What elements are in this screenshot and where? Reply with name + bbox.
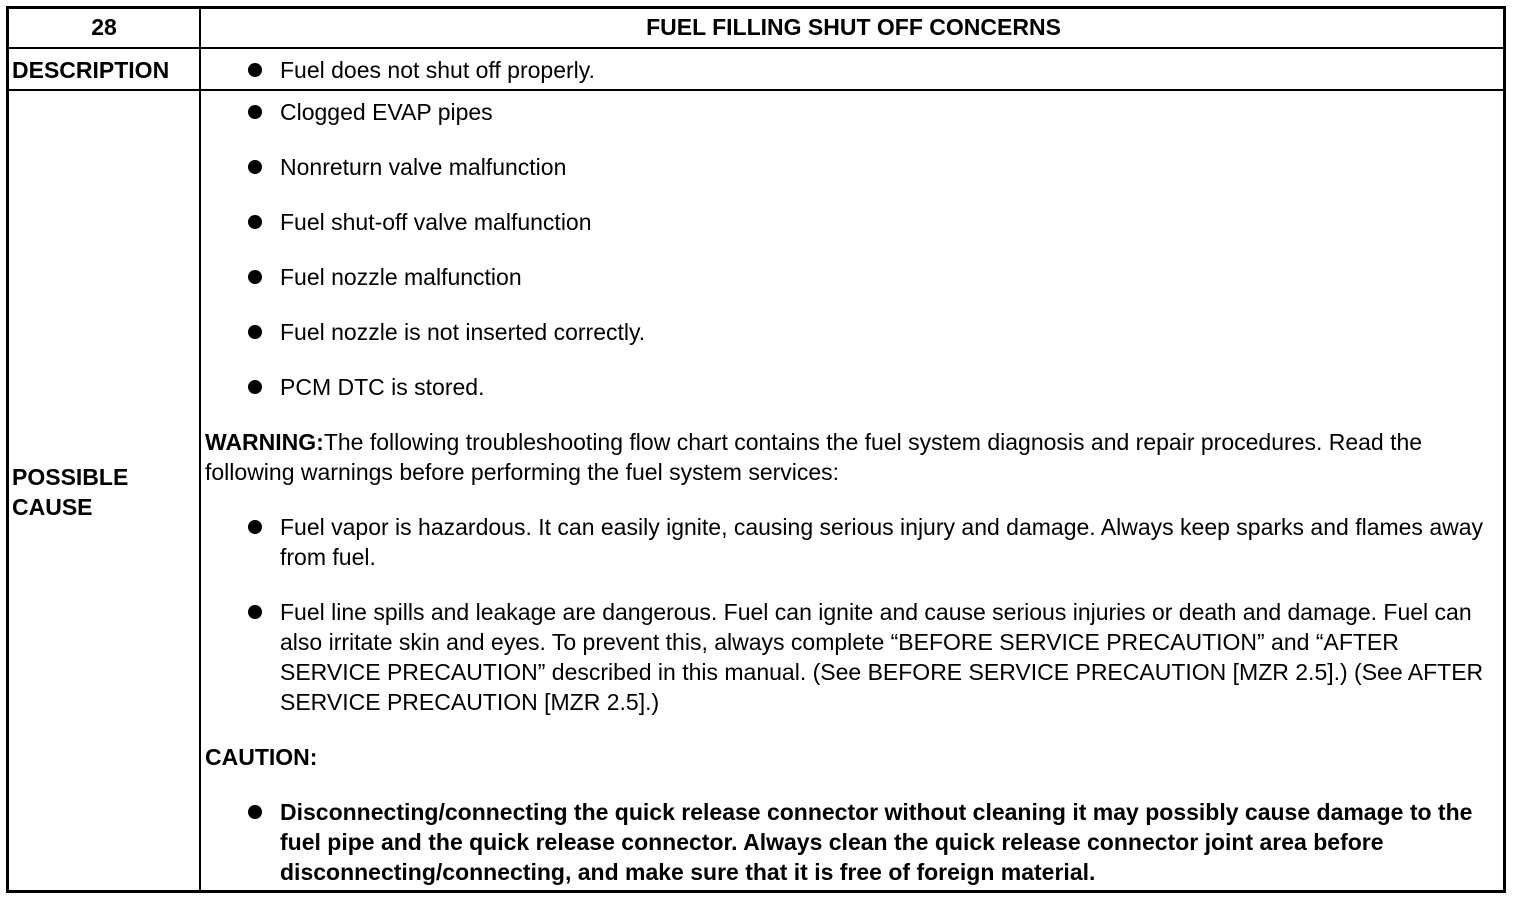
warning-text: The following troubleshooting flow chart contains the fuel system diagnosis and repair procedures. Read the following warnings before performing the fuel system services: [205,429,1423,485]
row-divider-header [6,47,1506,49]
bullet-icon [248,520,262,534]
bullet-icon [248,380,262,394]
warning-item-text: Fuel line spills and leakage are dangerous. Fuel can ignite and cause serious injuries or death and damage. Fuel can also irritate skin and eyes. To prevent this, always complete “BEFORE SERVICE PRECAUTION” and “AFTER SERVICE PRECAUTION” described in this manual. (See BEFORE SERVICE PRECAUTION [MZR 2.5].) (See AFTER SERVICE PRECAUTION [MZR 2.5].) [280,599,1484,715]
content-column [205,55,1500,887]
warning-item [205,597,1500,717]
cause-item [205,262,1500,292]
bullet-icon [248,270,262,284]
concern-title: FUEL FILLING SHUT OFF CONCERNS [646,14,1061,40]
bullet-icon [248,63,262,77]
cause-text: Clogged EVAP pipes [280,99,493,125]
bullet-icon [248,325,262,339]
caution-item [205,797,1500,887]
warning-item [205,512,1500,572]
column-divider [199,6,201,893]
description-item [205,55,1500,85]
caution-item-text: Disconnecting/connecting the quick release connector without cleaning it may possibly cause damage to the fuel pipe and the quick release connector. Always clean the quick release connector joint area before disconnecting/connecting, and make sure that it is free of foreign material. [280,799,1473,885]
bullet-icon [248,805,262,819]
warning-label: WARNING: [205,429,324,455]
warning-paragraph [205,427,1500,487]
cause-text: PCM DTC is stored. [280,374,485,400]
cause-item [205,207,1500,237]
description-label: DESCRIPTION [12,57,170,83]
bullet-icon [248,160,262,174]
cause-text: Fuel nozzle is not inserted correctly. [280,319,646,345]
warning-item-text: Fuel vapor is hazardous. It can easily ignite, causing serious injury and damage. Always keep sparks and flames away from fuel. [280,514,1484,570]
bullet-icon [248,105,262,119]
description-text: Fuel does not shut off properly. [280,57,595,83]
bullet-icon [248,605,262,619]
cause-text: Fuel shut-off valve malfunction [280,209,592,235]
caution-label: CAUTION: [205,744,318,770]
cause-item [205,97,1500,127]
cause-text: Nonreturn valve malfunction [280,154,567,180]
cause-item [205,152,1500,182]
cause-item [205,317,1500,347]
cause-text: Fuel nozzle malfunction [280,264,522,290]
cause-item [205,372,1500,402]
concern-number: 28 [91,14,117,40]
bullet-icon [248,215,262,229]
possible-cause-label: POSSIBLE CAUSE [12,464,129,520]
